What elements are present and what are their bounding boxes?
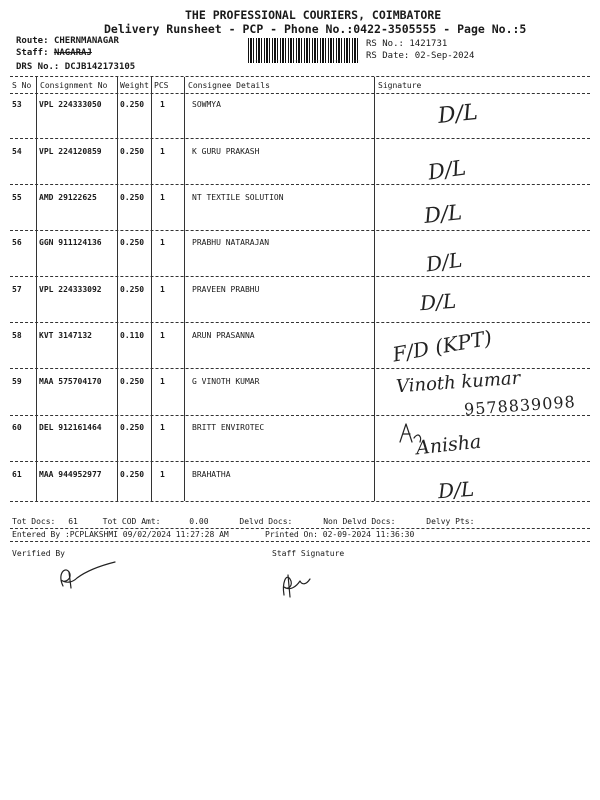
row-signature-phone: 9578839098 [463,392,577,419]
row-signature: Vinoth kumar [395,367,521,398]
row-pcs: 1 [160,193,165,202]
row-consignee: PRABHU NATARAJAN [192,238,270,247]
row-sno: 57 [12,285,22,294]
row-weight: 0.250 [120,470,145,479]
staff-label: Staff: [16,48,49,58]
rs-date-value: 02-Sep-2024 [414,51,475,61]
row-consignment: MAA 575704170 [39,377,102,386]
col-header-consignee: Consignee Details [188,81,270,90]
tot-cod-value: 0.00 [189,517,209,526]
rs-no-row [366,39,447,49]
row-pcs: 1 [160,377,165,386]
row-signature: D/L [436,99,479,130]
drs-value: DCJB142173105 [64,62,136,72]
row-weight: 0.250 [120,147,145,156]
totals-row [12,517,474,526]
staff-signature-mark [276,565,316,601]
rs-date-label: RS Date: [366,51,410,61]
row-consignee: G VINOTH KUMAR [192,377,260,386]
row-sno: 59 [12,377,22,386]
barcode [248,38,358,63]
row-consignee: K GURU PRAKASH [192,147,260,156]
row-sno: 53 [12,100,22,109]
col-header-consignment: Consignment No [40,81,108,90]
drs-label: DRS No.: [16,62,60,72]
row-pcs: 1 [160,285,165,294]
row-consignment: VPL 224333050 [39,100,102,109]
row-signature: Anisha [415,430,483,460]
row-sno: 54 [12,147,22,156]
row-sno: 55 [12,193,22,202]
row-sno: 61 [12,470,22,479]
verified-by-label: Verified By [12,549,65,558]
column-line [36,77,37,501]
route-row [16,36,119,46]
divider [10,501,590,502]
staff-value: NAGARAJ [53,48,92,58]
divider [10,184,590,185]
rs-date-row [366,51,474,61]
row-sno: 56 [12,238,22,247]
divider [10,461,590,462]
drs-row [16,62,135,72]
row-signature: D/L [437,476,475,504]
row-weight: 0.250 [120,377,145,386]
route-label: Route: [16,36,49,46]
row-pcs: 1 [160,423,165,432]
row-pcs: 1 [160,470,165,479]
row-signature: D/L [422,200,464,228]
divider [10,93,590,94]
signature-mark [396,420,426,450]
row-signature: D/L [426,155,468,185]
divider [10,415,590,416]
row-consignee: BRAHATHA [192,470,231,479]
divider [10,76,590,77]
row-weight: 0.250 [120,193,145,202]
row-consignment: VPL 224333092 [39,285,102,294]
row-weight: 0.250 [120,238,145,247]
col-header-weight: Weight [120,81,149,90]
row-consignment: GGN 911124136 [39,238,102,247]
row-consignment: MAA 944952977 [39,470,102,479]
row-sno: 60 [12,423,22,432]
rs-no-label: RS No.: [366,39,404,49]
column-line [151,77,152,501]
row-pcs: 1 [160,147,165,156]
row-consignee: ARUN PRASANNA [192,331,255,340]
row-weight: 0.250 [120,285,145,294]
runsheet-subtitle: Delivery Runsheet - PCP - Phone No.:0422-3505555 - Page No.:5 [104,22,527,36]
company-title: THE PROFESSIONAL COURIERS, COIMBATORE [185,8,442,22]
row-consignee: PRAVEEN PRABHU [192,285,260,294]
row-consignee: SOWMYA [192,100,221,109]
staff-row [16,48,92,58]
col-header-sno: S No [12,81,32,90]
divider [10,138,590,139]
tot-cod-label: Tot COD Amt: [102,517,161,526]
delvd-docs-label: Delvd Docs: [239,517,293,526]
row-consignment: AMD 29122625 [39,193,97,202]
row-pcs: 1 [160,238,165,247]
route-value: CHERNMANAGAR [53,36,119,46]
column-line [184,77,185,501]
printed-on: Printed On: 02-09-2024 11:36:30 [265,530,415,539]
divider [10,276,590,277]
non-delvd-docs-label: Non Delvd Docs: [323,517,396,526]
row-consignee: NT TEXTILE SOLUTION [192,193,284,202]
delvy-pts-label: Delvy Pts: [426,517,475,526]
row-sno: 58 [12,331,22,340]
row-consignment: DEL 912161464 [39,423,102,432]
rs-no-value: 1421731 [409,39,448,49]
divider [10,230,590,231]
tot-docs-value: 61 [68,517,78,526]
divider [10,322,590,323]
row-consignee: BRITT ENVIROTEC [192,423,265,432]
row-signature: D/L [419,288,457,316]
row-signature: D/L [424,247,464,277]
row-consignment: KVT 3147132 [39,331,92,340]
column-line [374,77,375,501]
verified-by-signature [55,560,125,595]
row-weight: 0.250 [120,100,145,109]
row-consignment: VPL 224120859 [39,147,102,156]
column-line [117,77,118,501]
row-weight: 0.250 [120,423,145,432]
tot-docs-label: Tot Docs: [12,517,56,526]
row-weight: 0.110 [120,331,145,340]
row-pcs: 1 [160,331,165,340]
col-header-pcs: PCS [154,81,169,90]
row-pcs: 1 [160,100,165,109]
divider [10,528,590,529]
row-signature: F/D (KPT) [390,325,494,367]
divider [10,541,590,542]
col-header-signature: Signature [378,81,422,90]
entered-by: Entered By :PCPLAKSHMI 09/02/2024 11:27:28 AM [12,530,229,539]
staff-signature-label: Staff Signature [272,549,345,558]
